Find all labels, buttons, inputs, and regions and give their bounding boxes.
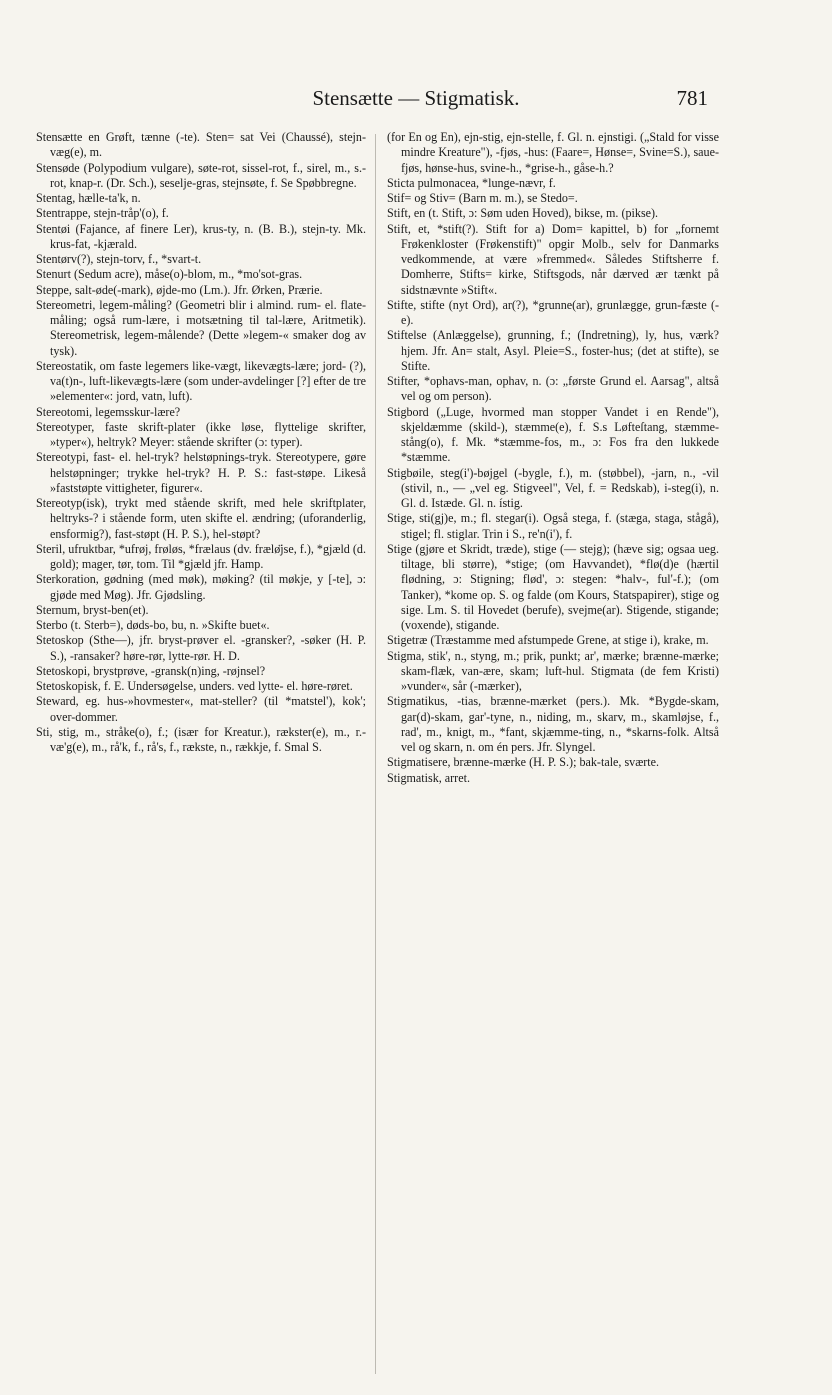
dictionary-entry: Stereotyp(isk), trykt med stående skrift, med hele skriftplater, heltryks-? i stående form, uten skifte el. ændring; (uforanderlig, ensformig?), fast-støpt (H. P. S.), hel-støpt?	[36, 496, 366, 541]
dictionary-entry: Stereostatik, om faste legemers like-vægt, likevægts-lære; jord- (?), va(t)n-, luft-likevægts-lære (som under-avdelinger [?] efter de tre »elementer«: jord, vatn, luft).	[36, 358, 366, 404]
dictionary-entry: Stenurt (Sedum acre), måse(o)-blom, m., *mo'sot-gras.	[36, 267, 303, 282]
dictionary-entry: Sticta pulmonacea, *lunge-nævr, f.	[387, 175, 556, 190]
dictionary-entry: Steril, ufruktbar, *ufrøj, frøløs, *frælaus (dv. frælø̈jse, f.), *gjæld (d. gold); mager, tør, tom. Til *gjæld jfr. Hamp.	[36, 541, 366, 571]
dictionary-entry: Stifte, stifte (nyt Ord), ar(?), *grunne(ar), grunlægge, grun-fæste (-e).	[387, 297, 719, 327]
dictionary-entry: Stetoskopi, brystprøve, -gransk(n)ing, -røjnsel?	[36, 663, 266, 678]
left-column	[36, 130, 366, 755]
running-title: Stensætte — Stigmatisk.	[312, 86, 520, 110]
dictionary-entry: Stereotomi, legemsskur-lære?	[36, 404, 181, 419]
dictionary-entry: Stereotyper, faste skrift-plater (ikke løse, flyttelige skrifter, »typer«), heltryk? Meyer: stående skrifter (ɔ: typer).	[36, 419, 366, 449]
dictionary-entry: Stentrappe, stejn-tråp'(o), f.	[36, 206, 169, 221]
dictionary-entry: Stentøi (Fajance, af finere Ler), krus-ty, n. (B. B.), stejn-ty. Mk. krus-fat, -kjærald.	[36, 221, 366, 251]
dictionary-entry: Stiftelse (Anlæggelse), grunning, f.; (Indretning), ly, hus, værk? hjem. Jfr. An= stalt, Asyl. Pleie=S., foster-hus; (det at stifte), se Stifte.	[387, 328, 719, 373]
dictionary-entry: Stigbord („Luge, hvormed man stopper Vandet i en Rende"), skjeldæmme (skild-), stæmme(e), f. S.s Løfteſtang, stæmme-stång(o), f. Mk. *stæmme-fos, m., ɔ: Fos fra den lukkede *stæmme.	[387, 404, 719, 465]
dictionary-entry: (for En og En), ejn-stig, ejn-stelle, f. Gl. n. ejnstigi. („Stald for visse mindre Kreature"), -fjøs, -hus: (Faare=, Hønse=, Svine=S.), saue-fjøs, hønse-hus, svine-h., *grise-h., gåse-h.?	[387, 130, 719, 175]
dictionary-entry: Stigmatikus, -tias, brænne-mærket (pers.). Mk. *Bygde-skam, gar(d)-skam, gar'-tyne, n., niding, m., skarv, m., skamløjse, f., rad', m., knigt, m., *fant, skjæmme-ting, n., *skarns-folk. Altså vel og skarn, n. om én pers. Jfr. Slyngel.	[387, 694, 719, 754]
dictionary-entry: Stetoskop (Sthe—), jfr. bryst-prøver el. -gransker?, -søker (H. P. S.), -ransaker? høre-rør, lytte-rør. H. D.	[36, 633, 366, 663]
dictionary-entry: Stift, en (t. Stift, ɔ: Søm uden Hoved), bikse, m. (pikse).	[387, 206, 659, 221]
dictionary-entry: Sternum, bryst-ben(et).	[36, 602, 149, 617]
dictionary-entry: Stigmatisere, brænne-mærke (H. P. S.); bak-tale, sværte.	[387, 755, 660, 770]
dictionary-entry: Sti, stig, m., stråke(o), f.; (især for Kreatur.), rækster(e), m., r.-væ'g(e), m., rå'k, f., rå's, f., rækste, n., rækkje, f. Smal S.	[36, 724, 366, 754]
dictionary-entry: Stentag, hælle-ta'k, n.	[36, 191, 141, 205]
dictionary-entry: Stift, et, *stift(?). Stift for a) Dom= kapittel, b) for „fornemt Frøkenkloster (Frøkenstift)" opgir Molb., selv for Danmarks vedkommende, at være »fremmed«. Således Stiftsherre f. Domherre, Stifts= kirke, Stiftsgods, når dærved ær tænkt på sidstnævnte »Stift«.	[387, 221, 719, 297]
dictionary-entry: Stereotypi, fast- el. hel-tryk? helstøpnings-tryk. Stereotypere, gøre helstøpninger; trykke hel-tryk? H. P. S.: fast-støpe. Likeså »faststøpte vittigheter, figurer«.	[36, 450, 366, 495]
dictionary-entry: Stif= og Stiv= (Barn m. m.), se Stedо=.	[387, 191, 578, 205]
dictionary-entry: Stigmatisk, arret.	[387, 770, 470, 785]
dictionary-entry: Steward, eg. hus-»hovmester«, mat-steller? (til *matstel'), kok'; over-dommer.	[36, 694, 366, 724]
right-column	[387, 130, 719, 786]
dictionary-entry: Stige (gjøre et Skridt, træde), stige (— stejg); (hæve sig; ogsaa ueg. tiltage, bli større), *stige; (om Havvandet), *flø(d)e (hærtil flødning, ɔ: Stigning; flød', ɔ: stegen: *halv-, ful'-f.); (om Tanker), *kome op. S. og falde (om Kours, Statspapirer), stige og sige. Lm. S. til Hovedet (berufe), svejme(ar). Stigende, stigande; (voxende), stigande.	[387, 541, 719, 632]
dictionary-entry: Stereometri, legem-måling? (Geometri blir i almind. rum- el. flate-måling; også rum-lære, i motsætning til tal-lære, Aritmetik). Stereometrisk, legem-målende? (Dette »legem-« smaker dog av tysk).	[36, 297, 366, 358]
page-header	[0, 86, 832, 120]
page-number: 781	[676, 86, 708, 110]
dictionary-entry: Stensætte en Grøft, tænne (-te). Sten= sat Vei (Chaussé), stejn-væg(e), m.	[36, 130, 366, 160]
dictionary-entry: Stensøde (Polypodium vulgare), søte-rot, sissel-rot, f., sirel, m., s.-rot, knap-r. (Dr. Sch.), seselje-gras, stejnsøte, f. Se Spøbbregne.	[36, 160, 366, 190]
dictionary-entry: Steppe, salt-øde(-mark), øjde-mo (Lm.). Jfr. Ørken, Prærie.	[36, 282, 323, 297]
dictionary-entry: Stigma, stik', n., styng, m.; prik, punkt; ar', mærke; brænne-mærke; skam-flæk, van-ære, skam; luft-hul. Stigmata (de fem Kristi) »vunder«, sår (-mærker),	[387, 648, 719, 693]
dictionary-entry: Stigetræ (Træstamme med afstumpede Grene, at stige i), krake, m.	[387, 633, 709, 648]
column-divider	[375, 134, 376, 1374]
dictionary-entry: Stentørv(?), stejn-torv, f., *svart-t.	[36, 252, 202, 266]
dictionary-entry: Stige, sti(gj)e, m.; fl. stegar(i). Også stega, f. (stæga, staga, stågå), stigel; fl. stiglar. Trin i S., re'n(i'), f.	[387, 511, 719, 541]
dictionary-entry: Stifter, *ophavs-man, ophav, n. (ɔ: „første Grund el. Aarsag", altså vel og om person).	[387, 374, 719, 404]
dictionary-entry: Stetoskopisk, f. E. Undersøgelse, unders. ved lytte- el. høre-røret.	[36, 679, 353, 693]
dictionary-entry: Sterbo (t. Sterb=), døds-bo, bu, n. »Skifte buet«.	[36, 618, 270, 632]
dictionary-entry: Stigbøile, steg(i')-bøjgel (-bygle, f.), m. (støbbel), -jarn, n., -vil (stivil, n., — „vel eg. Stigveel", Vel, f. = Redskab), i-steg(i), n. Gl. d. Istæde. Gl. n. ístig.	[387, 465, 719, 510]
dictionary-entry: Sterkoration, gødning (med møk), møking? (til møkje, y [-te], ɔ: gjøde med Møg). Jfr. Gjødsling.	[36, 572, 366, 602]
